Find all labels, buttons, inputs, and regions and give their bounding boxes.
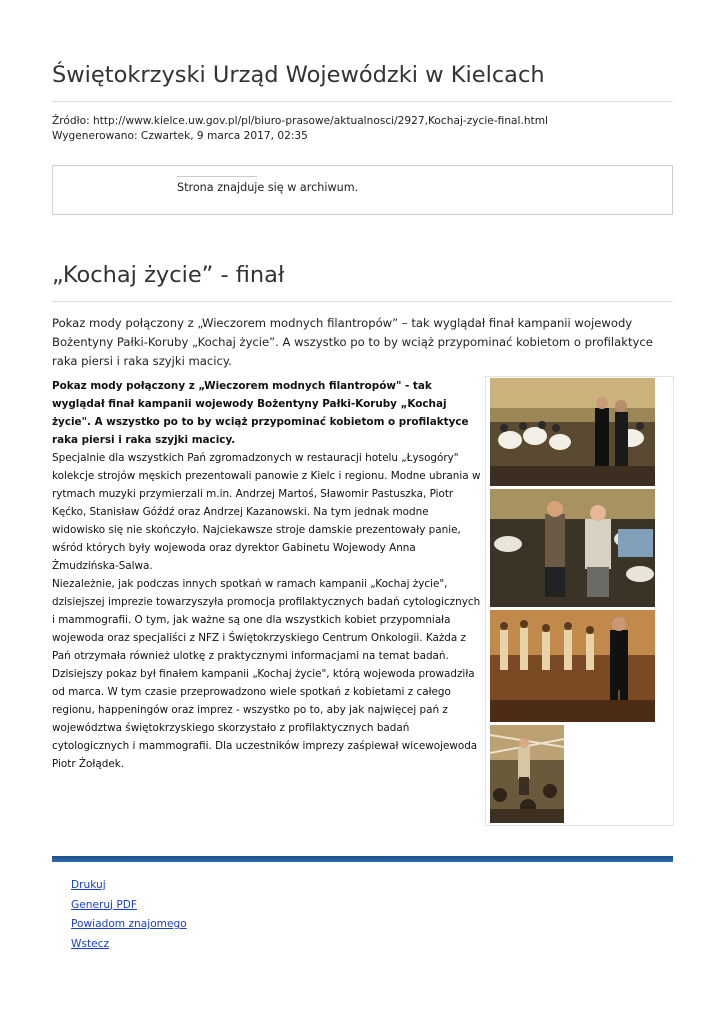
back-link[interactable]: Wstecz (71, 937, 110, 950)
article-paragraph-2: Niezależnie, jak podczas innych spotkań w ramach kampanii „Kochaj życie", dzisiejszej imprezie towarzyszyła promocja profilaktycznych badań cytologicznych i mammografii. O tym, jak ważne są one dla wszystkich kobiet przypomniała wojewoda oraz specjaliści z NFZ i Świętokrzyskiego Centrum Onkologii. Każda z Pań otrzymała również ulotkę z praktycznymi informacjami na temat badań. (52, 578, 481, 662)
print-link[interactable]: Drukuj (71, 879, 106, 891)
article-paragraph-3: Dzisiejszy pokaz był finałem kampanii „Kochaj życie", którą wojewoda prowadziła od marca. W tym czasie przeprowadzono wiele spotkań z kobietami z całego regionu, happeningów oraz imprez - wszystko po to, aby jak najwięcej pań z województwa świętokrzyskiego skorzystało z profilaktycznych badań cytologicznych i mammografii. Dla uczestników imprezy zaśpiewał wicewojewoda Piotr Żołądek. (52, 668, 478, 770)
gallery-photo-4[interactable] (490, 725, 564, 823)
photo-gallery (485, 376, 674, 826)
notify-friend-link[interactable]: Powiadom znajomego (71, 918, 187, 930)
archive-notice-text: Strona znajduje się w archiwum. (177, 181, 359, 194)
site-title: Świętokrzyski Urząd Wojewódzki w Kielcach (52, 62, 545, 88)
article-bold-intro: Pokaz mody połączony z „Wieczorem modnych filantropów" - tak wyglądał finał kampanii wojewody Bożentyny Pałki-Koruby „Kochaj życie". A wszystko po to by wciąż przypominać kobietom o profilaktyce raka piersi i raka szyjki macicy. (52, 380, 469, 446)
gallery-photo-3[interactable] (490, 610, 655, 722)
gallery-photo-1[interactable] (490, 378, 655, 486)
archive-notice-box (52, 165, 673, 215)
article-title: „Kochaj życie” - finał (52, 262, 285, 288)
generate-pdf-link[interactable]: Generuj PDF (71, 898, 137, 911)
article-paragraph-1: Specjalnie dla wszystkich Pań zgromadzonych w restauracji hotelu „Łysogóry" kolekcje strojów męskich prezentowali panowie z Kielc i regionu. Modne ubrania w rytmach muzyki przymierzali m.in. Andrzej Martoś, Sławomir Pastuszka, Piotr Kęćko, Stanisław Góźdź oraz Andrzej Kazanowski. Na tym jednak modne widowisko się nie skończyło. Najciekawsze stroje damskie prezentowały panie, wśród których były wojewoda oraz dyrektor Gabinetu Wojewody Anna Żmudzińska-Salwa. (52, 452, 481, 572)
article-body (52, 377, 484, 773)
footer-bar (52, 856, 673, 862)
source-url: Źródło: http://www.kielce.uw.gov.pl/pl/biuro-prasowe/aktualnosci/2927,Kochaj-zycie-final.html (52, 115, 548, 127)
header-divider (52, 101, 673, 102)
generated-date: Wygenerowano: Czwartek, 9 marca 2017, 02:35 (52, 130, 308, 142)
title-divider (52, 301, 673, 302)
meta-info (52, 114, 548, 144)
article-lead: Pokaz mody połączony z „Wieczorem modnych filantropów” – tak wyglądał finał kampanii wojewody Bożentyny Pałki-Koruby „Kochaj życie”. A wszystko po to by wciąż przypominać kobietom o profilaktyce raka piersi i raka szyjki macicy. (52, 316, 653, 368)
gallery-photo-2[interactable] (490, 489, 655, 607)
footer-links (71, 876, 187, 954)
archive-divider (177, 176, 257, 177)
